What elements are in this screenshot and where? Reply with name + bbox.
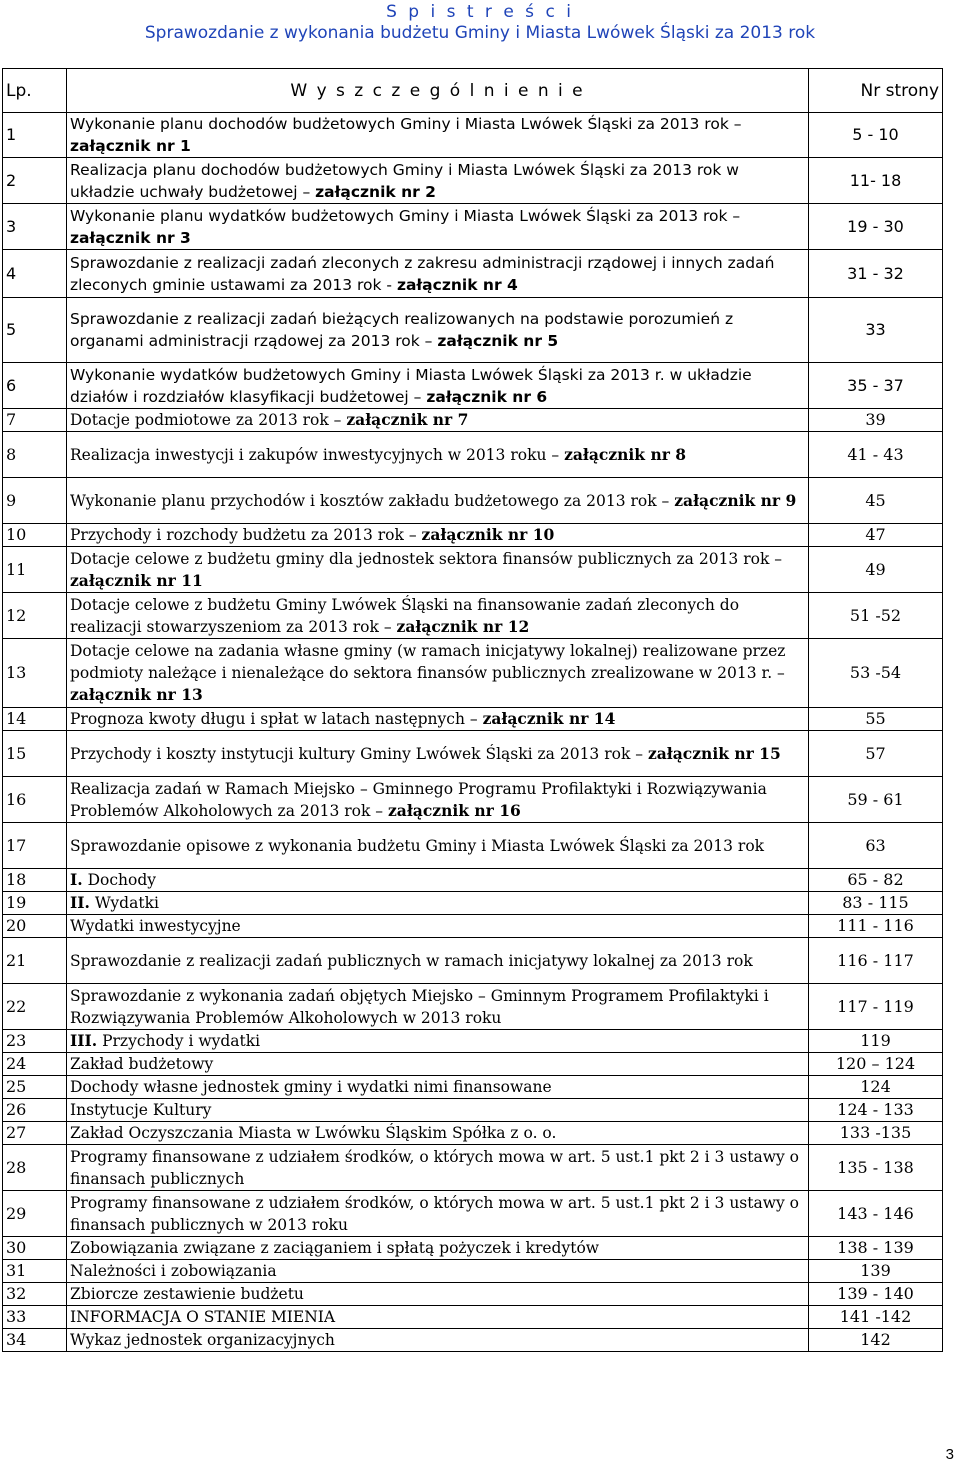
row-page-range: 39 [809,409,943,432]
description-text: Dotacje celowe z budżetu Gminy Lwówek Śląski na finansowanie zadań zleconych do realizacji stowarzyszeniom za 2013 rok – [70,595,740,636]
description-text: Dochody własne jednostek gminy i wydatki nimi finansowane [70,1078,552,1096]
description-text: Zobowiązania związane z zaciąganiem i spłatą pożyczek i kredytów [70,1239,600,1257]
description-text: Sprawozdanie z realizacji zadań zleconych z zakresu administracji rządowej i innych zadań zleconych gminie ustawami za 2013 rok - [70,253,775,294]
row-page-range: 135 - 138 [809,1145,943,1191]
row-description [67,204,809,250]
row-description [67,639,809,708]
attachment-label: załącznik nr 14 [482,709,616,728]
attachment-label: załącznik nr 9 [674,490,797,510]
row-description [67,158,809,204]
table-of-contents [2,68,943,1352]
row-number: 33 [3,1306,67,1329]
attachment-label: II. [70,893,90,912]
attachment-label: załącznik nr 1 [70,137,191,155]
description-text: Wykonanie planu przychodów i kosztów zakładu budżetowego za 2013 rok – [70,491,675,510]
attachment-label: III. [70,1031,98,1050]
row-description [67,250,809,298]
row-description [67,1099,809,1122]
row-description [67,1191,809,1237]
table-row [3,1076,943,1099]
row-number: 6 [3,363,67,409]
table-row [3,298,943,363]
row-page-range: 117 - 119 [809,984,943,1030]
table-row [3,1260,943,1283]
row-page-range: 124 - 133 [809,1099,943,1122]
row-description [67,409,809,432]
row-page-range: 41 - 43 [809,432,943,478]
row-number: 29 [3,1191,67,1237]
table-row [3,593,943,639]
row-page-range: 139 - 140 [809,1283,943,1306]
row-number: 22 [3,984,67,1030]
table-row [3,1053,943,1076]
description-text: Dotacje celowe z budżetu gminy dla jednostek sektora finansów publicznych za 2013 rok – [70,549,783,568]
description-text: Programy finansowane z udziałem środków, o których mowa w art. 5 ust.1 pkt 2 i 3 ustawy o finansach publicznych w 2013 roku [70,1193,800,1234]
row-page-range: 141 -142 [809,1306,943,1329]
table-row [3,1237,943,1260]
attachment-label: załącznik nr 12 [396,616,530,636]
row-number: 16 [3,777,67,823]
table-row [3,892,943,915]
row-page-range: 5 - 10 [809,113,943,158]
table-row [3,1099,943,1122]
row-number: 25 [3,1076,67,1099]
description-text: INFORMACJA O STANIE MIENIA [70,1308,336,1326]
attachment-label: załącznik nr 11 [70,570,203,590]
description-text: Realizacja planu dochodów budżetowych Gminy i Miasta Lwówek Śląski za 2013 rok w układzie uchwały budżetowej – [70,160,739,201]
description-text: Wykaz jednostek organizacyjnych [70,1331,335,1349]
row-page-range: 53 -54 [809,639,943,708]
row-description [67,1030,809,1053]
document-subtitle: Sprawozdanie z wykonania budżetu Gminy i Miasta Lwówek Śląski za 2013 rok [144,23,816,43]
table-row [3,777,943,823]
document-title: S p i s t r e ś c i [386,2,574,22]
row-number: 13 [3,639,67,708]
row-number: 31 [3,1260,67,1283]
description-text: Zakład budżetowy [70,1055,214,1073]
row-number: 7 [3,409,67,432]
attachment-label: załącznik nr 6 [426,387,548,406]
row-page-range: 142 [809,1329,943,1352]
row-number: 3 [3,204,67,250]
row-description [67,1329,809,1352]
row-number: 20 [3,915,67,938]
row-number: 30 [3,1237,67,1260]
description-text: Należności i zobowiązania [70,1262,277,1280]
row-description [67,363,809,409]
table-body [3,113,943,1352]
table-header-row [3,69,943,113]
table-row [3,204,943,250]
row-description [67,823,809,869]
table-row [3,113,943,158]
table-row [3,363,943,409]
row-description [67,938,809,984]
column-header-page: Nr strony [809,69,943,113]
row-description [67,1237,809,1260]
attachment-label: załącznik nr 2 [315,182,436,201]
row-page-range: 119 [809,1030,943,1053]
row-description [67,298,809,363]
description-text: Sprawozdanie z realizacji zadań publicznych w ramach inicjatywy lokalnej za 2013 rok [70,951,753,970]
table-row [3,409,943,432]
row-description [67,113,809,158]
table-row [3,524,943,547]
table-row [3,639,943,708]
table-row [3,984,943,1030]
row-number: 11 [3,547,67,593]
description-text: Sprawozdanie opisowe z wykonania budżetu Gminy i Miasta Lwówek Śląski za 2013 rok [70,836,765,855]
row-page-range: 65 - 82 [809,869,943,892]
attachment-label: załącznik nr 7 [346,410,469,429]
row-number: 9 [3,478,67,524]
row-description [67,984,809,1030]
row-page-range: 49 [809,547,943,593]
table-row [3,432,943,478]
row-description [67,478,809,524]
row-number: 5 [3,298,67,363]
description-text: Prognoza kwoty długu i spłat w latach następnych – [70,710,483,728]
description-text: Przychody i rozchody budżetu za 2013 rok – [70,526,422,544]
row-description [67,1145,809,1191]
table-row [3,938,943,984]
description-text: Instytucje Kultury [70,1101,212,1119]
row-description [67,1122,809,1145]
row-page-range: 139 [809,1260,943,1283]
row-page-range: 111 - 116 [809,915,943,938]
column-header-lp: Lp. [3,69,67,113]
row-page-range: 124 [809,1076,943,1099]
table-row [3,1030,943,1053]
row-number: 34 [3,1329,67,1352]
row-description [67,915,809,938]
row-description [67,1053,809,1076]
row-number: 14 [3,708,67,731]
row-page-range: 51 -52 [809,593,943,639]
description-text: Zbiorcze zestawienie budżetu [70,1285,304,1303]
row-page-range: 11- 18 [809,158,943,204]
description-text: Programy finansowane z udziałem środków, o których mowa w art. 5 ust.1 pkt 2 i 3 ustawy o finansach publicznych [70,1147,800,1188]
attachment-label: załącznik nr 16 [388,800,521,820]
row-page-range: 35 - 37 [809,363,943,409]
row-number: 4 [3,250,67,298]
row-page-range: 83 - 115 [809,892,943,915]
row-page-range: 59 - 61 [809,777,943,823]
row-description [67,731,809,777]
row-number: 17 [3,823,67,869]
table-row [3,1191,943,1237]
table-row [3,158,943,204]
row-description [67,432,809,478]
description-text: Realizacja inwestycji i zakupów inwestycyjnych w 2013 roku – [70,445,565,464]
attachment-label: załącznik nr 13 [70,685,203,704]
description-text: Przychody i wydatki [97,1032,261,1050]
row-description [67,869,809,892]
row-page-range: 138 - 139 [809,1237,943,1260]
row-page-range: 31 - 32 [809,250,943,298]
row-description [67,892,809,915]
description-text: Przychody i koszty instytucji kultury Gminy Lwówek Śląski za 2013 rok – [70,744,648,763]
table-row [3,1122,943,1145]
row-page-range: 57 [809,731,943,777]
row-page-range: 47 [809,524,943,547]
row-number: 26 [3,1099,67,1122]
row-description [67,1260,809,1283]
row-page-range: 143 - 146 [809,1191,943,1237]
attachment-label: załącznik nr 3 [70,228,191,247]
row-number: 8 [3,432,67,478]
row-description [67,593,809,639]
table-row [3,915,943,938]
row-description [67,708,809,731]
table-row [3,869,943,892]
attachment-label: załącznik nr 10 [421,525,555,544]
attachment-label: załącznik nr 5 [437,332,559,350]
row-number: 27 [3,1122,67,1145]
column-header-description: W y s z c z e g ó l n i e n i e [67,69,809,113]
attachment-label: I. [70,870,83,889]
row-number: 24 [3,1053,67,1076]
row-description [67,524,809,547]
table-row [3,478,943,524]
description-text: Wydatki inwestycyjne [70,917,241,935]
row-page-range: 19 - 30 [809,204,943,250]
table-row [3,708,943,731]
attachment-label: załącznik nr 15 [647,743,781,763]
table-row [3,547,943,593]
row-number: 1 [3,113,67,158]
table-row [3,1306,943,1329]
description-text: Sprawozdanie z wykonania zadań objętych Miejsko – Gminnym Programem Profilaktyki i Rozwiązywania Problemów Alkoholowych w 2013 roku [70,986,769,1027]
row-number: 28 [3,1145,67,1191]
row-description [67,547,809,593]
row-description [67,1306,809,1329]
description-text: Wykonanie planu wydatków budżetowych Gminy i Miasta Lwówek Śląski za 2013 rok – [70,206,741,225]
description-text: Zakład Oczyszczania Miasta w Lwówku Śląskim Spółka z o. o. [70,1124,557,1142]
description-text: Wydatki [89,894,159,912]
row-number: 2 [3,158,67,204]
row-page-range: 116 - 117 [809,938,943,984]
table-row [3,1329,943,1352]
description-text: Dotacje celowe na zadania własne gminy (w ramach inicjatywy lokalnej) realizowane przez podmioty należące i nienależące do sektora finansów publicznych zrealizowane w 2013 r. – [70,642,786,682]
table-row [3,731,943,777]
description-text: Realizacja zadań w Ramach Miejsko – Gminnego Programu Profilaktyki i Rozwiązywania Problemów Alkoholowych za 2013 rok – [70,779,767,820]
row-description [67,777,809,823]
row-page-range: 33 [809,298,943,363]
row-number: 15 [3,731,67,777]
row-page-range: 55 [809,708,943,731]
row-number: 12 [3,593,67,639]
row-number: 10 [3,524,67,547]
description-text: Wykonanie wydatków budżetowych Gminy i Miasta Lwówek Śląski za 2013 r. w układzie działów i rozdziałów klasyfikacji budżetowej – [70,365,752,406]
table-row [3,1283,943,1306]
row-description [67,1076,809,1099]
description-text: Wykonanie planu dochodów budżetowych Gminy i Miasta Lwówek Śląski za 2013 rok – [70,115,742,133]
row-number: 21 [3,938,67,984]
row-description [67,1283,809,1306]
attachment-label: załącznik nr 4 [396,275,518,294]
row-number: 18 [3,869,67,892]
description-text: Dochody [82,871,157,889]
table-row [3,250,943,298]
row-page-range: 120 – 124 [809,1053,943,1076]
row-page-range: 133 -135 [809,1122,943,1145]
row-number: 19 [3,892,67,915]
row-page-range: 63 [809,823,943,869]
row-number: 23 [3,1030,67,1053]
row-page-range: 45 [809,478,943,524]
table-row [3,823,943,869]
page-number: 3 [945,1446,954,1463]
row-number: 32 [3,1283,67,1306]
table-row [3,1145,943,1191]
description-text: Dotacje podmiotowe za 2013 rok – [70,411,347,429]
description-text: Sprawozdanie z realizacji zadań bieżących realizowanych na podstawie porozumień z organami administracji rządowej za 2013 rok – [70,310,734,350]
attachment-label: załącznik nr 8 [564,444,687,464]
